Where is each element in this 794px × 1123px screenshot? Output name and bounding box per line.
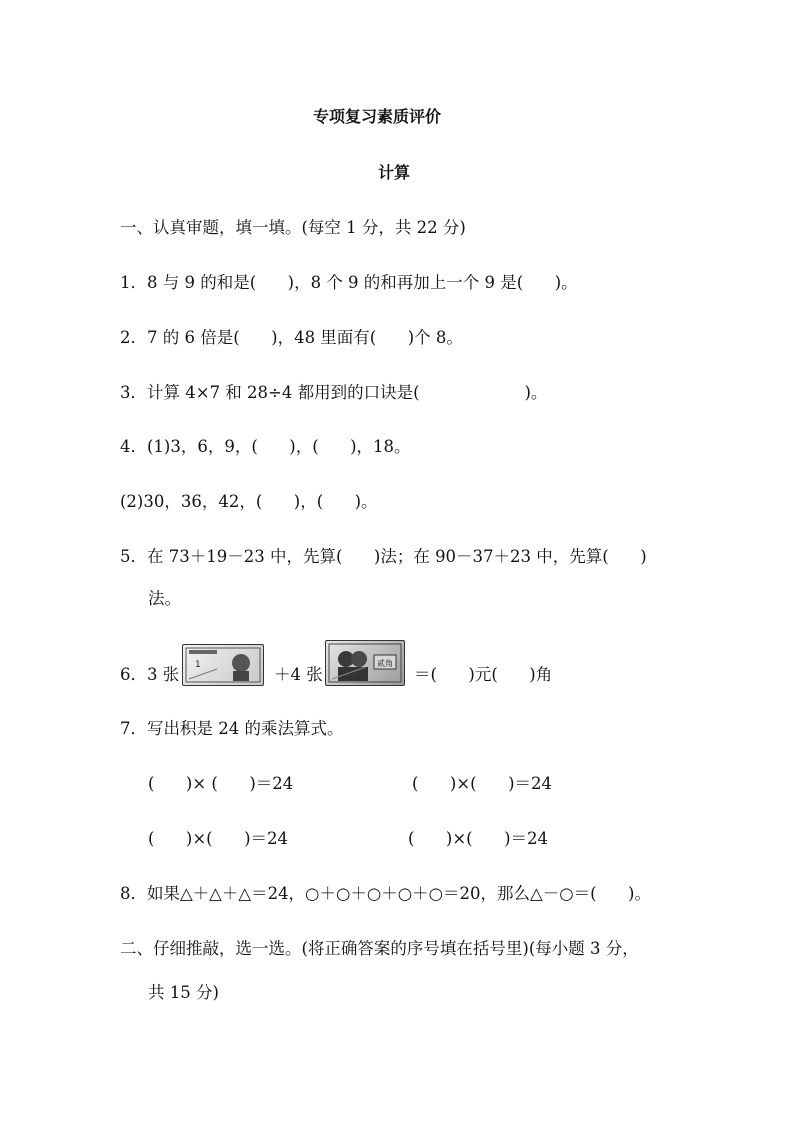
one-yuan-banknote-image (182, 644, 264, 686)
question-4-part2: (2)30，36，42，( )，( )。 (120, 492, 378, 511)
question-5-line2: 法。 (148, 589, 181, 608)
question-7-row2-right: ( )×( )＝24 (408, 829, 549, 848)
note1-value: 1 (195, 660, 201, 670)
question-6-mid: ＋4 张 (274, 665, 323, 684)
question-5-line1: 5．在 73＋19－23 中，先算( )法；在 90－37＋23 中，先算( ) (120, 547, 647, 566)
section1-heading: 一、认真审题，填一填。(每空 1 分，共 22 分) (120, 218, 466, 237)
page-subtitle: 计算 (378, 163, 411, 182)
question-7-row2-left: ( )×( )＝24 (148, 829, 289, 848)
question-7-row1-left: ( )× ( )＝24 (148, 774, 294, 793)
question-7-row1-right: ( )×( )＝24 (412, 774, 553, 793)
question-7: 7．写出积是 24 的乘法算式。 (120, 719, 344, 738)
question-4-part1: 4．(1)3，6，9，( )，( )，18。 (120, 437, 411, 456)
question-3: 3．计算 4×7 和 28÷4 都用到的口诀是( )。 (120, 383, 548, 402)
banknote-illustration-icon (326, 641, 404, 685)
section2-heading-line1: 二、仔细推敲，选一选。(将正确答案的序号填在括号里)(每小题 3 分， (120, 939, 639, 958)
question-1: 1．8 与 9 的和是( )，8 个 9 的和再加上一个 9 是( )。 (120, 273, 578, 292)
banknote-illustration-icon (183, 645, 263, 685)
note2-value: 贰角 (377, 659, 393, 668)
page-title: 专项复习素质评价 (313, 107, 442, 126)
two-jiao-banknote-image (325, 640, 405, 686)
question-2: 2．7 的 6 倍是( )，48 里面有( )个 8。 (120, 328, 463, 347)
question-8: 8．如果△＋△＋△＝24，○＋○＋○＋○＋○＝20，那么△－○＝( )。 (120, 884, 651, 903)
question-6-suffix: ＝( )元( )角 (414, 665, 553, 684)
section2-heading-line2: 共 15 分) (148, 983, 219, 1002)
question-6-prefix: 6．3 张 (120, 665, 180, 684)
